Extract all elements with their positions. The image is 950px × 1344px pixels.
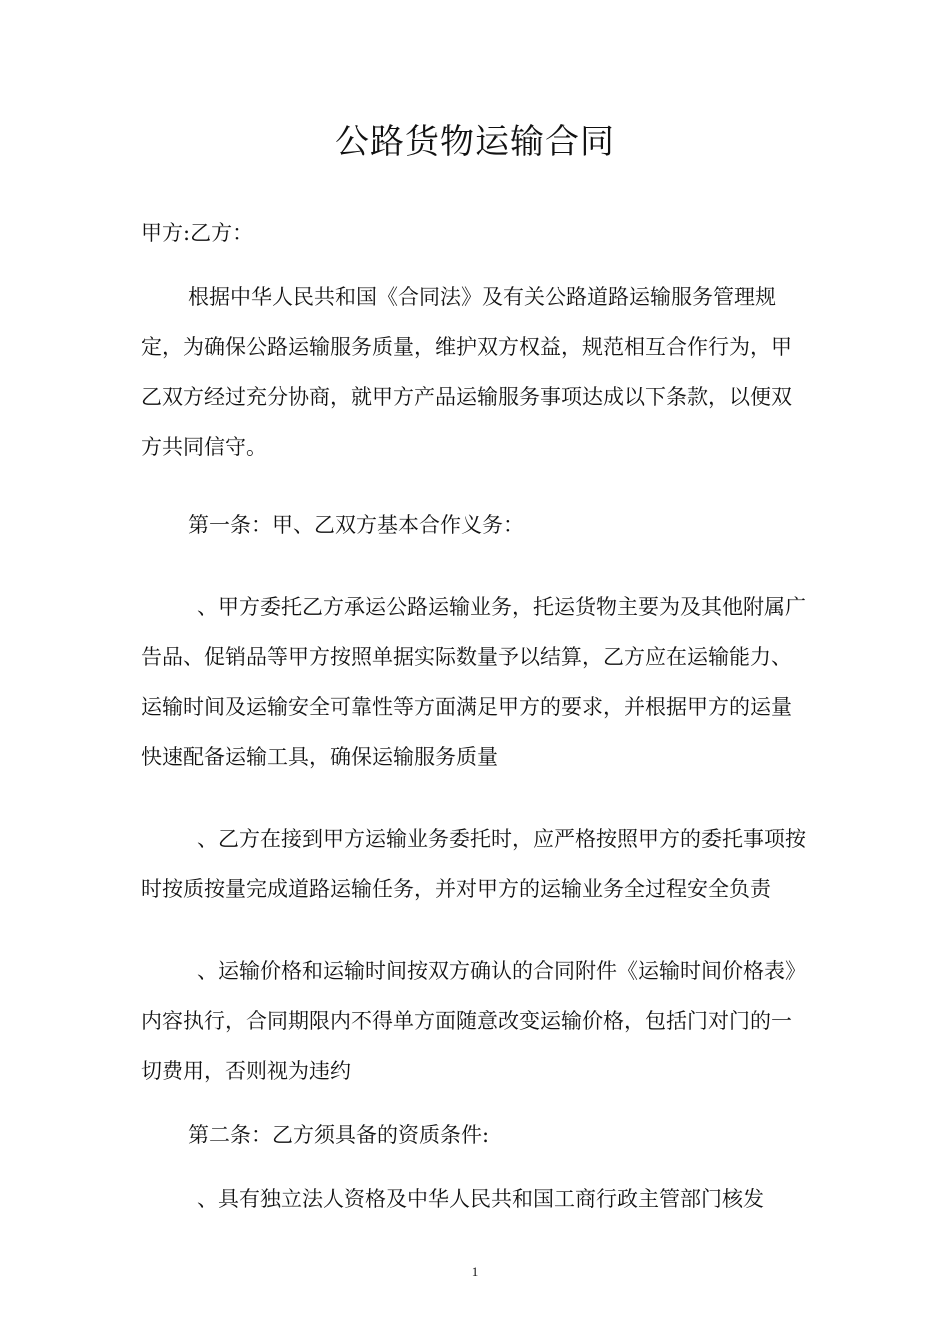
document-body: [141, 208, 812, 1224]
article-2-heading: 第二条：乙方须具备的资质条件:: [188, 1123, 490, 1147]
page-number: 1: [471, 1264, 479, 1279]
article-1-item-1: 、甲方委托乙方承运公路运输业务，托运货物主要为及其他附属广告品、促销品等甲方按照单据实际数量予以结算，乙方应在运输能力、运输时间及运输安全可靠性等方面满足甲方的要求，并根据甲方的运量快速配备运输工具，确保运输服务质量: [141, 595, 806, 769]
article-1-item-3: 、运输价格和运输时间按双方确认的合同附件《运输时间价格表》内容执行，合同期限内不得单方面随意改变运输价格，包括门对门的一切费用，否则视为违约: [141, 959, 806, 1083]
preamble-paragraph: 根据中华人民共和国《合同法》及有关公路道路运输服务管理规定，为确保公路运输服务质量，维护双方权益，规范相互合作行为，甲乙双方经过充分协商，就甲方产品运输服务事项达成以下条款，以便双方共同信守。: [141, 285, 792, 459]
parties-line: 甲方:乙方：: [141, 221, 254, 245]
article-2-item-1: 、具有独立法人资格及中华人民共和国工商行政主管部门核发: [197, 1187, 764, 1211]
article-1-heading: 第一条：甲、乙双方基本合作义务：: [188, 513, 524, 537]
document-title: 公路货物运输合同: [335, 122, 615, 162]
article-1-item-2: 、乙方在接到甲方运输业务委托时，应严格按照甲方的委托事项按时按质按量完成道路运输任务，并对甲方的运输业务全过程安全负责: [141, 827, 806, 901]
